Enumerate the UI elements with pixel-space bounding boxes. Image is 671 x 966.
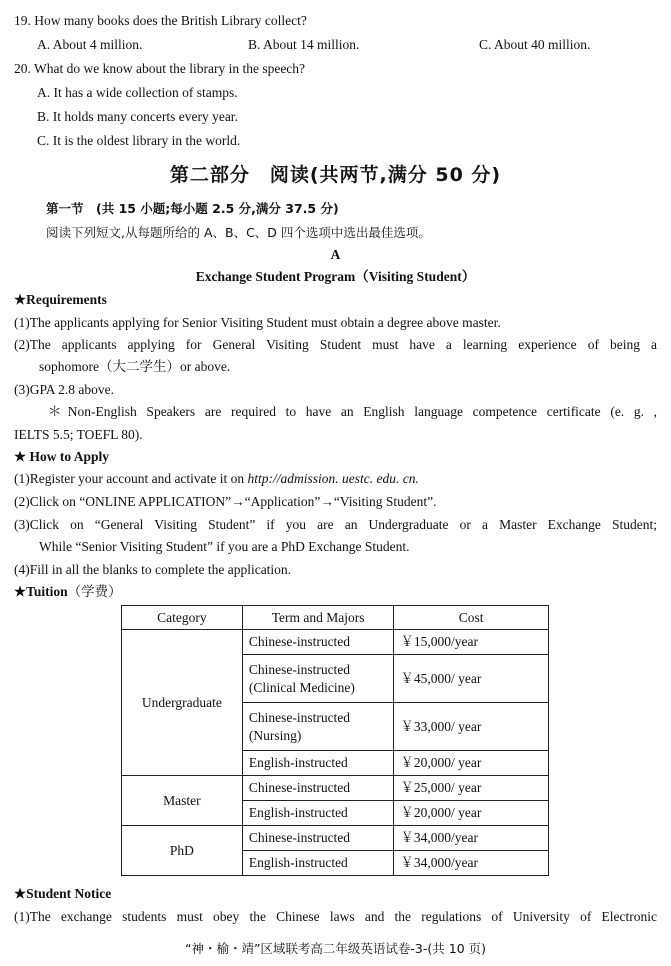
term-cell	[242, 655, 394, 703]
section1-heading: 第一节 (共 15 小题;每小题 2.5 分,满分 37.5 分)	[46, 201, 339, 216]
apply-step-3-line1: (3)Click on “General Visiting Student” if you are an Undergraduate or a Master Exchange Student;	[14, 517, 657, 532]
category-undergraduate: Undergraduate	[122, 630, 243, 776]
q20-option-c: C. It is the oldest library in the world.	[37, 133, 241, 148]
tuition-heading	[14, 583, 122, 601]
term-cell: Chinese-instructed	[242, 776, 394, 801]
page-footer: “神・榆・靖”区域联考高二年级英语试卷-3-(共 10 页)	[184, 941, 487, 956]
requirement-3: (3)GPA 2.8 above.	[14, 382, 114, 397]
passage-letter: A	[330, 247, 341, 262]
q19-option-b: B. About 14 million.	[248, 37, 360, 52]
cost-cell: ￥34,000/year	[394, 851, 549, 876]
term-cell: Chinese-instructed	[242, 826, 394, 851]
term-line-1: Chinese-instructed	[248, 661, 351, 677]
q20-option-b: B. It holds many concerts every year.	[37, 109, 238, 124]
language-note-line1: ＊Non-English Speakers are required to have an English language competence certificate (e. g. ,	[48, 404, 657, 419]
term-cell: Chinese-instructed	[242, 630, 394, 655]
apply-step-3-line2: While “Senior Visiting Student” if you are a PhD Exchange Student.	[39, 539, 410, 554]
requirements-heading: ★Requirements	[14, 292, 107, 307]
apply-step-1	[14, 470, 419, 488]
requirement-2-line2: sophomore（大二学生）or above.	[39, 359, 231, 374]
apply-step-4: (4)Fill in all the blanks to complete the application.	[14, 562, 292, 577]
term-line-2: (Nursing)	[248, 727, 302, 743]
q19-option-c: C. About 40 million.	[479, 37, 591, 52]
header-category: Category	[122, 606, 243, 630]
admission-link[interactable]: http://admission. uestc. edu. cn.	[247, 471, 419, 486]
term-cell	[242, 703, 394, 751]
category-master: Master	[122, 776, 243, 826]
table-row	[122, 630, 549, 655]
category-phd: PhD	[122, 826, 243, 876]
notice-1: (1)The exchange students must obey the Chinese laws and the regulations of University of Electronic	[14, 909, 657, 924]
table-header-row	[122, 606, 549, 630]
language-note-line2: IELTS 5.5; TOEFL 80).	[14, 427, 143, 442]
q20-option-a: A. It has a wide collection of stamps.	[37, 85, 238, 100]
requirement-1: (1)The applicants applying for Senior Visiting Student must obtain a degree above master.	[14, 315, 501, 330]
header-cost: Cost	[394, 606, 549, 630]
term-line-2: (Clinical Medicine)	[248, 679, 355, 695]
notice-heading: ★Student Notice	[14, 886, 112, 901]
header-term-majors: Term and Majors	[242, 606, 394, 630]
q19-option-a: A. About 4 million.	[37, 37, 143, 52]
passage-title: Exchange Student Program（Visiting Student）	[195, 269, 476, 284]
part2-title: 第二部分 阅读(共两节,满分 50 分)	[169, 164, 502, 186]
apply-heading: ★ How to Apply	[14, 449, 109, 464]
table-row	[122, 776, 549, 801]
term-cell: English-instructed	[242, 751, 394, 776]
term-cell: English-instructed	[242, 851, 394, 876]
cost-cell: ￥33,000/ year	[394, 703, 549, 751]
table-row	[122, 826, 549, 851]
cost-cell: ￥15,000/year	[394, 630, 549, 655]
q19-stem: 19. How many books does the British Library collect?	[14, 13, 307, 28]
cost-cell: ￥20,000/ year	[394, 751, 549, 776]
tuition-table	[121, 605, 549, 876]
apply-step-2: (2)Click on “ONLINE APPLICATION”→“Application”→“Visiting Student”.	[14, 494, 437, 509]
cost-cell: ￥45,000/ year	[394, 655, 549, 703]
cost-cell: ￥20,000/ year	[394, 801, 549, 826]
requirement-2-line1: (2)The applicants applying for General Visiting Student must have a learning experience of being a	[14, 337, 657, 352]
cost-cell: ￥34,000/year	[394, 826, 549, 851]
term-line-1: Chinese-instructed	[248, 709, 351, 725]
reading-instructions: 阅读下列短文,从每题所给的 A、B、C、D 四个选项中选出最佳选项。	[46, 225, 431, 240]
cost-cell: ￥25,000/ year	[394, 776, 549, 801]
q20-stem: 20. What do we know about the library in the speech?	[14, 61, 306, 76]
tuition-heading-cn: （学费）	[67, 584, 122, 599]
term-cell: English-instructed	[242, 801, 394, 826]
apply-step-1-text: (1)Register your account and activate it on	[14, 471, 248, 486]
tuition-heading-label: ★Tuition	[14, 584, 68, 599]
